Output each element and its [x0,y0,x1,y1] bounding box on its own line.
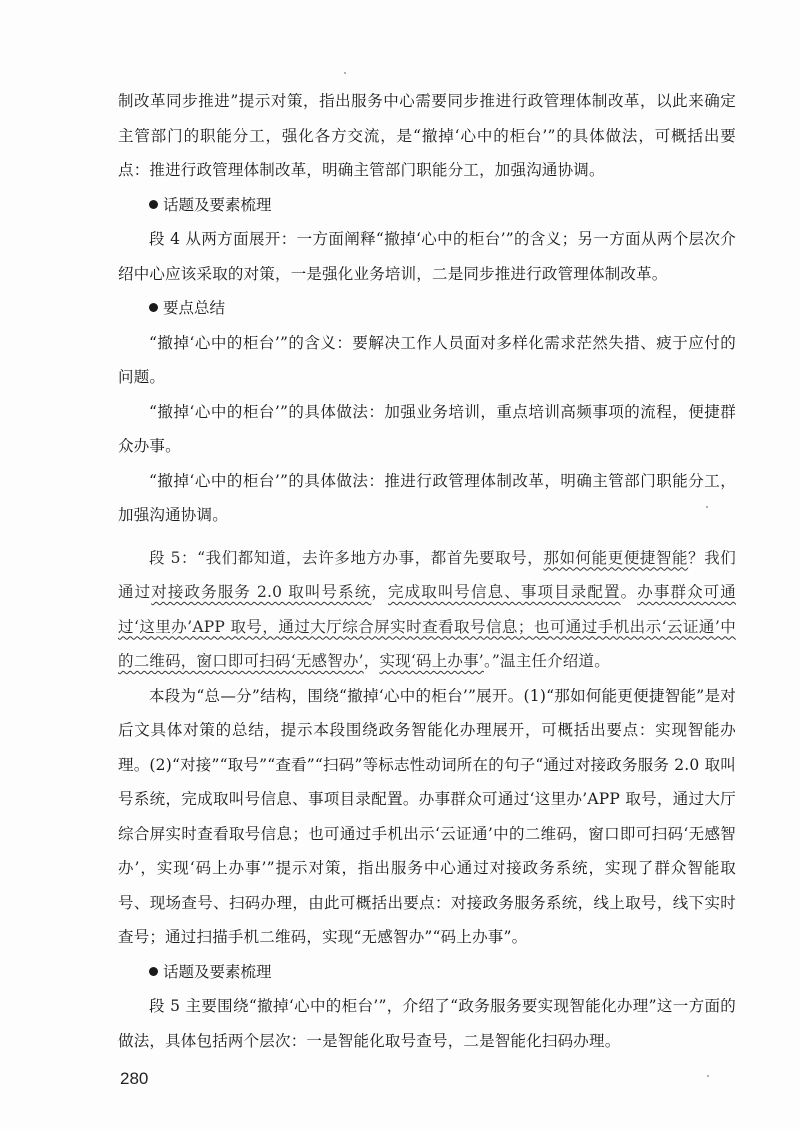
quote-text: ？我们通过 [118,548,736,601]
quote-underlined-text: 对接政务服务 2.0 取叫号系统 [151,583,372,601]
bullet-icon [149,200,158,209]
paragraph-6: 本段为“总—分”结构，围绕“撤掉‘心中的柜台’”展开。(1)“那如何能更便捷智能”是对后文具体对策的总结，提示本段围绕政务智能化办理展开，可概括出要点：实现智能办理。(2)“对接”“取号”“查看”“扫码”等标志性动词所在的句子“通过对接政务服务 2.0 取叫号系统，完成取叫号信息、事项目录配置。办事群众可通过‘这里办’APP 取号，通过大厅综合屏实时查看取号信息；也可通过手机出示‘云证通’中的二维码，窗口即可扫码‘无感智办’，实现‘码上办事’”提示对策，指出服务中心通过对接政务系统，实现了群众智能取号、现场查号、扫码办理，由此可概括出要点：对接政务服务系统，线上取号，线下实时查号；通过扫描手机二维码，实现“无感智办”“码上办事”。 [118,686,736,946]
paragraph-5: “撤掉‘心中的柜台’”的具体做法：推进行政管理体制改革，明确主管部门职能分工，加强沟通协调。 [118,471,736,524]
section-heading-topic [118,188,736,223]
scan-speck [707,1075,709,1077]
page-number: 280 [120,1069,149,1088]
scan-speck [344,72,346,74]
quote-text: 。”温主任介绍道。 [483,652,610,670]
bullet-icon [149,303,158,312]
paragraph-1: 制改革同步推进”提示对策，指出服务中心需要同步推进行政管理体制改革，以此来确定主管部门的职能分工，强化各方交流，是“撤掉‘心中的柜台’”的具体做法，可概括出要点：推进行政管理体制改革，明确主管部门职能分工，加强沟通协调。 [118,92,736,179]
page-content [118,84,736,1058]
quote-text: 段 5：“我们都知道，去许多地方办事，都首先要取号， [149,548,544,567]
quote-text: ， [363,652,380,670]
bullet-icon [149,967,158,976]
paragraph-3: “撤掉‘心中的柜台’”的含义：要解决工作人员面对多样化需求茫然失措、疲于应付的问题。 [118,333,736,386]
quote-underlined-text: 完成取叫号信息、事项目录配置 [387,583,621,601]
heading-text: 话题及要素梳理 [163,962,272,981]
section-heading-topic-2 [118,955,736,990]
heading-text: 要点总结 [163,299,226,317]
quote-underlined-text: 办事群众可通过‘这里办’APP 取号，通过大厅综合屏实时查看取号信息；也可通过手机出示‘云证通’中的二维码，窗口即可扫码‘无感智办’ [118,583,736,670]
heading-text: 话题及要素梳理 [163,195,272,214]
quote-underlined-text: 实现‘码上办事’ [379,652,484,670]
paragraph-4: “撤掉‘心中的柜台’”的具体做法：加强业务培训，重点培训高频事项的流程，便捷群众办事。 [118,402,736,455]
section-heading-summary [118,291,736,326]
quote-text: ， [371,583,388,601]
quote-text: 。 [620,583,638,601]
paragraph-2: 段 4 从两方面展开：一方面阐释“撤掉‘心中的柜台’”的含义；另一方面从两个层次介绍中心应该采取的对策，一是强化业务培训，二是同步推进行政管理体制改革。 [118,230,736,283]
paragraph-7: 段 5 主要围绕“撤掉‘心中的柜台’”，介绍了“政务服务要实现智能化办理”这一方面的做法，具体包括两个层次：一是智能化取号查号，二是智能化扫码办理。 [118,997,736,1050]
quote-underlined-text: 那如何能更便捷智能 [543,548,689,567]
quoted-passage [118,541,736,679]
